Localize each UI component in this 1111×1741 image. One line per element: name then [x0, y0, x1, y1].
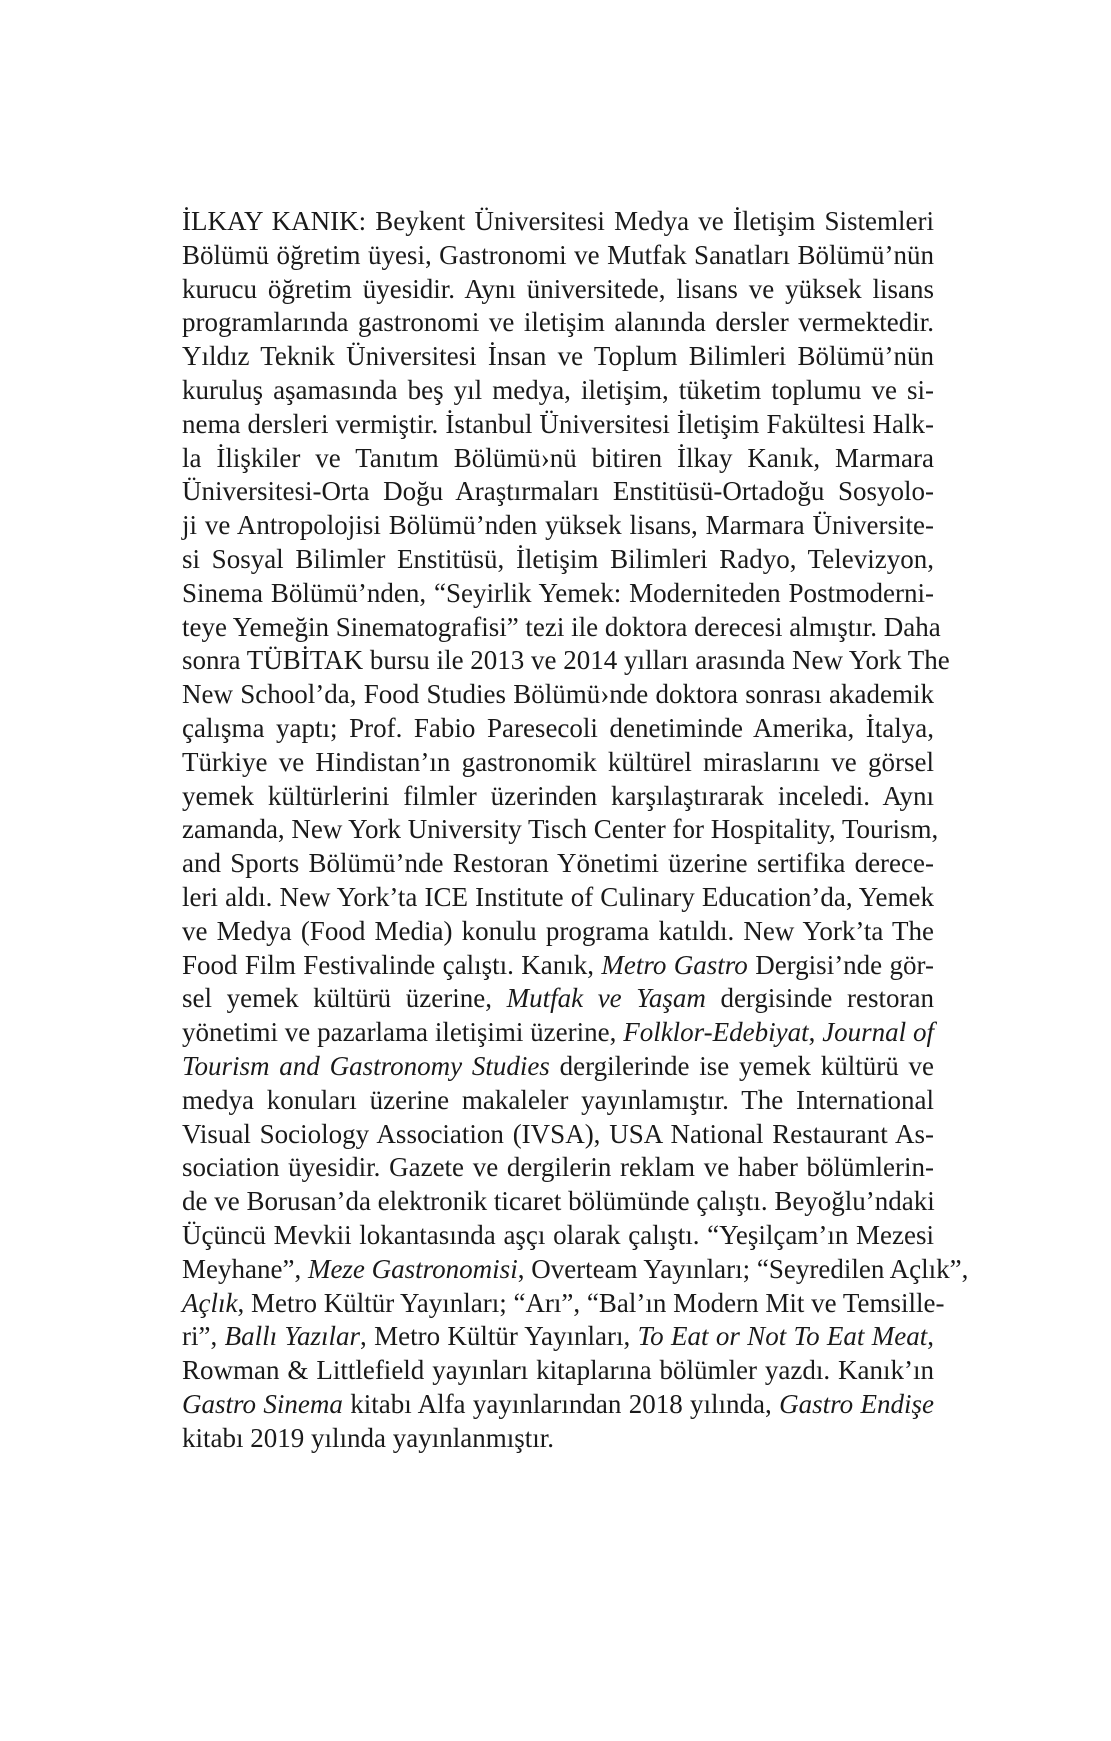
- bio-line: kurucu öğretim üyesidir. Aynı üniversitede, lisans ve yüksek lisans: [182, 273, 934, 304]
- bio-line: teye Yemeğin Sinematografisi” tezi ile doktora derecesi almıştır. Daha: [182, 611, 941, 642]
- bio-line: Üçüncü Mevkii lokantasında aşçı olarak çalıştı. “Yeşilçam’ın Mezesi: [182, 1219, 934, 1250]
- bio-line: programlarında gastronomi ve iletişim alanında dersler vermektedir.: [182, 307, 934, 338]
- author-biography: [182, 205, 969, 1455]
- bio-line: leri aldı. New York’ta ICE Institute of Culinary Education’da, Yemek: [182, 881, 934, 912]
- bio-line: de ve Borusan’da elektronik ticaret bölümünde çalıştı. Beyoğlu’ndaki: [182, 1186, 935, 1217]
- italic-title: Folklor-Edebiyat: [623, 1017, 809, 1048]
- italic-title: Gastro Endişe: [779, 1388, 934, 1419]
- italic-title: Ballı Yazılar: [224, 1321, 360, 1352]
- bio-line: sonra TÜBİTAK bursu ile 2013 ve 2014 yılları arasında New York The: [182, 645, 950, 676]
- italic-title: Mutfak ve Yaşam: [506, 983, 706, 1014]
- bio-line: New School’da, Food Studies Bölümü›nde doktora sonrası akademik: [182, 679, 934, 710]
- italic-title: Metro Gastro: [601, 949, 748, 980]
- italic-title: Gastro Sinema: [182, 1388, 343, 1419]
- bio-line: İLKAY KANIK: Beykent Üniversitesi Medya ve İletişim Sistemleri: [182, 206, 934, 236]
- bio-line: and Sports Bölümü’nde Restoran Yönetimi üzerine sertifika derece-: [182, 848, 934, 879]
- bio-line: Yıldız Teknik Üniversitesi İnsan ve Toplum Bilimleri Bölümü’nün: [182, 341, 934, 372]
- bio-line: ve Medya (Food Media) konulu programa katıldı. New York’ta The: [182, 915, 934, 946]
- bio-line: Tourism and Gastronomy Studies dergilerinde ise yemek kültürü ve: [182, 1050, 935, 1081]
- bio-line: si Sosyal Bilimler Enstitüsü, İletişim Bilimleri Radyo, Televizyon,: [182, 543, 934, 574]
- bio-line: nema dersleri vermiştir. İstanbul Üniversitesi İletişim Fakültesi Halk-: [182, 408, 934, 439]
- bio-line: Rowman & Littlefield yayınları kitaplarına bölümler yazdı. Kanık’ın: [182, 1355, 934, 1386]
- italic-title: To Eat or Not To Eat Meat: [637, 1321, 928, 1352]
- bio-line: sel yemek kültürü üzerine, Mutfak ve Yaşam dergisinde restoran: [182, 983, 934, 1014]
- italic-title: Tourism and Gastronomy Studies: [182, 1050, 550, 1081]
- bio-line: Bölümü öğretim üyesi, Gastronomi ve Mutfak Sanatları Bölümü’nün: [182, 239, 934, 270]
- bio-line: kitabı 2019 yılında yayınlanmıştır.: [182, 1422, 554, 1453]
- bio-line: Gastro Sinema kitabı Alfa yayınlarından 2018 yılında, Gastro Endişe: [182, 1388, 934, 1419]
- bio-line: çalışma yaptı; Prof. Fabio Paresecoli denetiminde Amerika, İtalya,: [182, 712, 934, 743]
- bio-line: Açlık, Metro Kültür Yayınları; “Arı”, “Bal’ın Modern Mit ve Temsille-: [182, 1287, 945, 1318]
- bio-line: medya konuları üzerine makaleler yayınlamıştır. The International: [182, 1084, 934, 1115]
- bio-line: ri”, Ballı Yazılar, Metro Kültür Yayınları, To Eat or Not To Eat Meat,: [182, 1321, 934, 1352]
- bio-line: Üniversitesi-Orta Doğu Araştırmaları Enstitüsü-Ortadoğu Sosyolo-: [182, 476, 934, 507]
- bio-line: kuruluş aşamasında beş yıl medya, iletişim, tüketim toplumu ve si-: [182, 374, 934, 405]
- bio-line: sociation üyesidir. Gazete ve dergilerin reklam ve haber bölümlerin-: [182, 1152, 934, 1183]
- bio-line: Food Film Festivalinde çalıştı. Kanık, Metro Gastro Dergisi’nde gör-: [182, 949, 934, 980]
- italic-title: Açlık: [182, 1287, 238, 1318]
- bio-line: yemek kültürlerini filmler üzerinden karşılaştırarak inceledi. Aynı: [182, 780, 934, 811]
- italic-title: Journal of: [822, 1017, 935, 1048]
- bio-line: Meyhane”, Meze Gastronomisi, Overteam Yayınları; “Seyredilen Açlık”,: [182, 1253, 969, 1284]
- bio-line: la İlişkiler ve Tanıtım Bölümü›nü bitiren İlkay Kanık, Marmara: [182, 442, 934, 473]
- bio-line: Visual Sociology Association (IVSA), USA National Restaurant As-: [182, 1118, 934, 1149]
- italic-title: Meze Gastronomisi: [307, 1253, 518, 1284]
- bio-line: Sinema Bölümü’nden, “Seyirlik Yemek: Moderniteden Postmoderni-: [182, 577, 934, 608]
- bio-line: Türkiye ve Hindistan’ın gastronomik kültürel miraslarını ve görsel: [182, 746, 934, 777]
- bio-line: yönetimi ve pazarlama iletişimi üzerine, Folklor-Edebiyat, Journal of: [182, 1017, 935, 1048]
- bio-line: ji ve Antropolojisi Bölümü’nden yüksek lisans, Marmara Üniversite-: [182, 510, 934, 541]
- bio-line: zamanda, New York University Tisch Center for Hospitality, Tourism,: [182, 814, 939, 845]
